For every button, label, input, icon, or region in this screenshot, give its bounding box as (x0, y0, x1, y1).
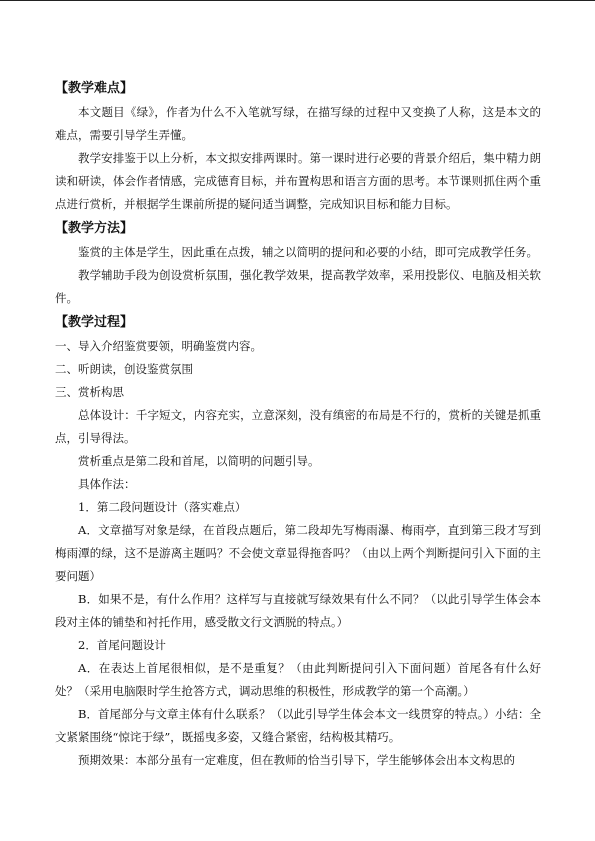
paragraph: 预期效果：本部分虽有一定难度，但在教师的恰当引导下，学生能够体会出本文构思的 (78, 753, 515, 767)
paragraph: 1．第二段问题设计（落实难点） (78, 500, 247, 514)
heading-teaching-difficulties: 【教学难点】 (55, 81, 134, 96)
paragraph: 教学安排鉴于以上分析，本文拟安排两课时。第一课时进行必要的背景介绍后，集中精力朗读和研读，体会作者情感，完成德育目标，并布置构思和语言方面的思考。本节课则抓住两个重点进行赏析，并根据学生课前所提的疑问适当调整，完成知识目标和能力目标。 (55, 151, 541, 211)
paragraph: 具体作法： (78, 477, 136, 491)
heading-teaching-methods: 【教学方法】 (55, 221, 134, 236)
paragraph: B．首尾部分与文章主体有什么联系？（以此引导学生体会本文一线贯穿的特点。）小结：全文紧紧围绕“惊诧于绿”，既摇曳多姿，又缝合紧密，结构极其精巧。 (55, 707, 541, 744)
paragraph: 总体设计：千字短文，内容充实，立意深刻，没有缜密的布局是不行的，赏析的关键是抓重点，引导得法。 (55, 408, 541, 445)
list-item: 三、赏析构思 (55, 385, 124, 399)
paragraph: 赏析重点是第二段和首尾，以简明的问题引导。 (78, 454, 320, 468)
list-item: 一、导入介绍鉴赏要领，明确鉴赏内容。 (55, 339, 262, 353)
heading-teaching-process: 【教学过程】 (55, 315, 134, 330)
paragraph: 教学辅助手段为创设赏析氛围，强化教学效果，提高教学效率，采用投影仪、电脑及相关软件。 (55, 268, 541, 305)
document-body (55, 76, 541, 772)
list-item: 二、听朗读，创设鉴赏氛围 (55, 362, 193, 376)
page-top-rule (0, 0, 595, 1)
paragraph: A．在表达上首尾很相似，是不是重复？（由此判断提问引入下面问题）首尾各有什么好处？（采用电脑限时学生抢答方式，调动思维的积极性，形成教学的第一个高潮。） (55, 661, 541, 698)
paragraph: B．如果不是，有什么作用？这样写与直接就写绿效果有什么不同？（以此引导学生体会本段对主体的铺垫和衬托作用，感受散文行文洒脱的特点。） (55, 592, 541, 629)
paragraph: 2．首尾问题设计 (78, 638, 166, 652)
paragraph: 本文题目《绿》，作者为什么不入笔就写绿，在描写绿的过程中又变换了人称，这是本文的难点，需要引导学生弄懂。 (55, 105, 541, 142)
paragraph: 鉴赏的主体是学生，因此重在点拨，辅之以简明的提问和必要的小结，即可完成教学任务。 (78, 245, 538, 259)
paragraph: A．文章描写对象是绿，在首段点题后，第二段却先写梅雨瀑、梅雨亭，直到第三段才写到梅雨潭的绿，这不是游离主题吗？不会使文章显得拖沓吗？（由以上两个判断提问引入下面的主要问题） (55, 523, 541, 583)
